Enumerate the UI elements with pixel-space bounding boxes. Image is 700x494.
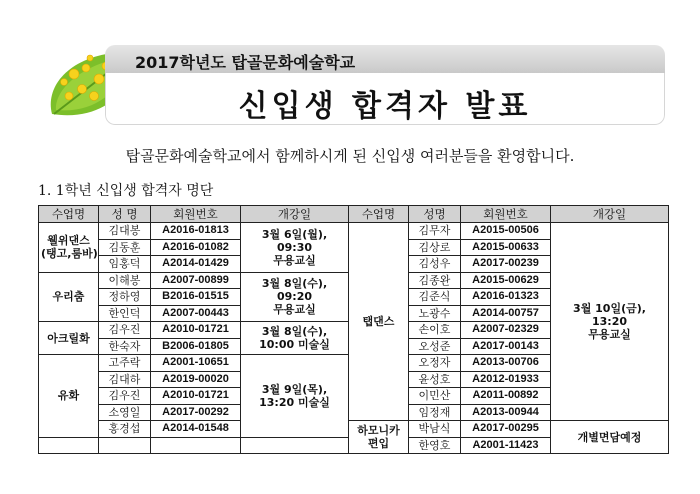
student-name: 정하영 bbox=[99, 289, 151, 306]
schedule-cell: 3월 6일(월), 09:30 무용교실 bbox=[241, 223, 349, 273]
student-name: 고주락 bbox=[99, 355, 151, 372]
student-name: 김대봉 bbox=[99, 223, 151, 240]
column-header: 수업명 bbox=[349, 206, 409, 223]
schedule-cell: 3월 8일(수), 09:20 무용교실 bbox=[241, 272, 349, 322]
student-name: 오성준 bbox=[409, 338, 461, 355]
column-header: 성명 bbox=[409, 206, 461, 223]
student-name: 한숙자 bbox=[99, 338, 151, 355]
member-id: A2015-00629 bbox=[461, 272, 551, 289]
member-id: A2010-01721 bbox=[151, 388, 241, 405]
student-name: 임정재 bbox=[409, 404, 461, 421]
member-id: A2011-00892 bbox=[461, 388, 551, 405]
schedule-cell: 3월 10일(금), 13:20 무용교실 bbox=[551, 223, 669, 421]
member-id: A2017-00239 bbox=[461, 256, 551, 273]
column-header: 개강일 bbox=[241, 206, 349, 223]
member-id: A2012-01933 bbox=[461, 371, 551, 388]
student-name: 노광수 bbox=[409, 305, 461, 322]
student-name: 한인덕 bbox=[99, 305, 151, 322]
member-id: A2010-01721 bbox=[151, 322, 241, 339]
column-header: 수업명 bbox=[39, 206, 99, 223]
member-id: A2017-00295 bbox=[461, 421, 551, 438]
empty-cell bbox=[99, 437, 151, 454]
subject-cell: 아크릴화 bbox=[39, 322, 99, 355]
member-id: A2017-00143 bbox=[461, 338, 551, 355]
empty-cell bbox=[241, 437, 349, 454]
empty-cell bbox=[151, 437, 241, 454]
member-id: A2013-00944 bbox=[461, 404, 551, 421]
member-id: A2015-00633 bbox=[461, 239, 551, 256]
table-row bbox=[39, 421, 669, 438]
subject-cell: 유화 bbox=[39, 355, 99, 438]
student-name: 김동훈 bbox=[99, 239, 151, 256]
header-banner bbox=[105, 45, 665, 125]
page-title: 신입생 합격자 발표 bbox=[238, 89, 532, 124]
schedule-cell: 3월 8일(수), 10:00 미술실 bbox=[241, 322, 349, 355]
student-name: 김우진 bbox=[99, 322, 151, 339]
subject-cell: 탭댄스 bbox=[349, 223, 409, 421]
member-id: A2016-01323 bbox=[461, 289, 551, 306]
student-name: 한영호 bbox=[409, 437, 461, 454]
member-id: A2014-01548 bbox=[151, 421, 241, 438]
student-name: 홍경섭 bbox=[99, 421, 151, 438]
member-id: A2014-00757 bbox=[461, 305, 551, 322]
member-id: A2013-00706 bbox=[461, 355, 551, 372]
student-name: 오정자 bbox=[409, 355, 461, 372]
member-id: B2016-01515 bbox=[151, 289, 241, 306]
table-header-row bbox=[39, 206, 669, 223]
student-name: 윤성호 bbox=[409, 371, 461, 388]
member-id: B2006-01805 bbox=[151, 338, 241, 355]
student-name: 박남식 bbox=[409, 421, 461, 438]
section-title: 1. 1학년 신입생 합격자 명단 bbox=[38, 183, 214, 199]
student-name: 이해봉 bbox=[99, 272, 151, 289]
student-name: 소영일 bbox=[99, 404, 151, 421]
subject-cell: 우리춤 bbox=[39, 272, 99, 322]
column-header: 회원번호 bbox=[461, 206, 551, 223]
student-name: 김성우 bbox=[409, 256, 461, 273]
student-name: 김무자 bbox=[409, 223, 461, 240]
student-name: 김대하 bbox=[99, 371, 151, 388]
student-name: 김종완 bbox=[409, 272, 461, 289]
subject-cell: 하모니카 편입 bbox=[349, 421, 409, 454]
table-row bbox=[39, 223, 669, 240]
subject-cell: 웰위댄스 (탱고,룸바) bbox=[39, 223, 99, 273]
member-id: A2007-00443 bbox=[151, 305, 241, 322]
column-header: 회원번호 bbox=[151, 206, 241, 223]
student-name: 김준식 bbox=[409, 289, 461, 306]
student-name: 임홍덕 bbox=[99, 256, 151, 273]
student-name: 손이호 bbox=[409, 322, 461, 339]
member-id: A2016-01813 bbox=[151, 223, 241, 240]
welcome-message: 탑골문화예술학교에서 함께하시게 된 신입생 여러분들을 환영합니다. bbox=[125, 147, 575, 165]
header-subtitle: 2017학년도 탑골문화예술학교 bbox=[135, 53, 356, 72]
column-header: 성 명 bbox=[99, 206, 151, 223]
member-id: A2001-10651 bbox=[151, 355, 241, 372]
roster-table bbox=[38, 205, 669, 454]
student-name: 김상로 bbox=[409, 239, 461, 256]
member-id: A2014-01429 bbox=[151, 256, 241, 273]
member-id: A2007-02329 bbox=[461, 322, 551, 339]
column-header: 개강일 bbox=[551, 206, 669, 223]
schedule-cell: 3월 9일(목), 13:20 미술실 bbox=[241, 355, 349, 438]
member-id: A2016-01082 bbox=[151, 239, 241, 256]
student-name: 김우진 bbox=[99, 388, 151, 405]
member-id: A2007-00899 bbox=[151, 272, 241, 289]
member-id: A2017-00292 bbox=[151, 404, 241, 421]
schedule-cell: 개별면담예정 bbox=[551, 421, 669, 454]
member-id: A2001-11423 bbox=[461, 437, 551, 454]
member-id: A2019-00020 bbox=[151, 371, 241, 388]
student-name: 이민산 bbox=[409, 388, 461, 405]
member-id: A2015-00506 bbox=[461, 223, 551, 240]
empty-cell bbox=[39, 437, 99, 454]
